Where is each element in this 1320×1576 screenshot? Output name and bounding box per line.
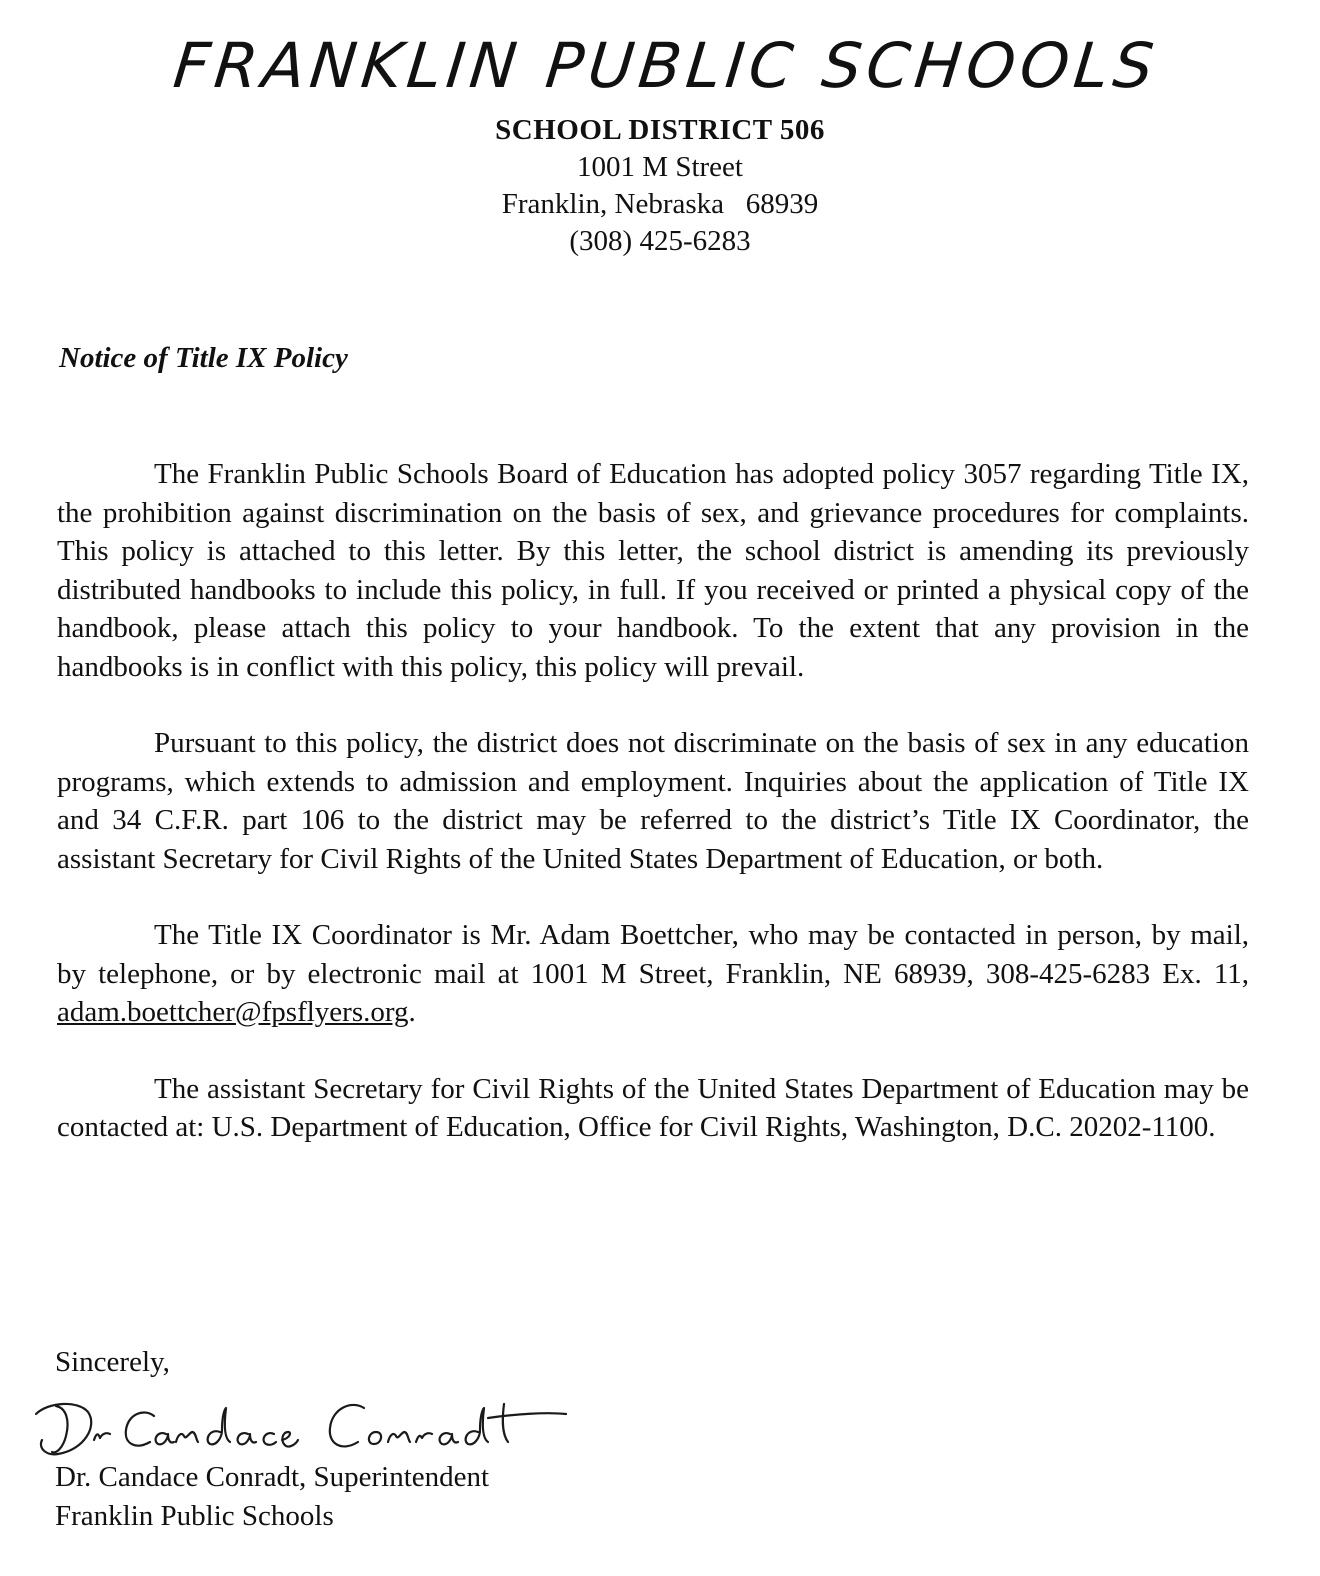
signer-name-title: Dr. Candace Conradt, Superintendent bbox=[55, 1461, 490, 1493]
district-number: SCHOOL DISTRICT 506 bbox=[495, 114, 825, 146]
signer-organization: Franklin Public Schools bbox=[55, 1499, 334, 1532]
paragraph-civil-rights-office: The assistant Secretary for Civil Rights of the United States Department of Education may be contacted at: U.S. Department of Education, Office for Civil Rights, Washington, D.C. 20202-1100. bbox=[57, 1072, 1249, 1143]
paragraph-coordinator bbox=[57, 916, 1249, 1032]
district-phone: (308) 425-6283 bbox=[569, 225, 751, 257]
letter-body bbox=[57, 455, 1249, 1185]
paragraph-policy-adoption: The Franklin Public Schools Board of Education has adopted policy 3057 regarding Title IX, the prohibition against discrimination on the basis of sex, and grievance procedures for complaints. This policy is attached to this letter. By this letter, the school district is amending its previously distributed handbooks to include this policy, in full. If you received or printed a physical copy of the handbook, please attach this policy to your handbook. To the extent that any provision in the handbooks is in conflict with this policy, this policy will prevail. bbox=[57, 458, 1249, 683]
coordinator-contact-text: The Title IX Coordinator is Mr. Adam Boettcher, who may be contacted in person, by mail, by telephone, or by electronic mail at 1001 M Street, Franklin, NE 68939, 308-425-6283 Ex. 11, bbox=[57, 919, 1249, 990]
letter-subject: Notice of Title IX Policy bbox=[59, 342, 348, 374]
closing-salutation: Sincerely, bbox=[55, 1346, 170, 1378]
letterhead bbox=[0, 28, 1320, 260]
district-name: FRANKLIN PUBLIC SCHOOLS bbox=[170, 29, 1162, 102]
district-address-block bbox=[0, 112, 1320, 260]
street-address: 1001 M Street bbox=[577, 151, 743, 183]
coordinator-email-link[interactable]: adam.boettcher@fpsflyers.org bbox=[57, 996, 409, 1028]
paragraph-nondiscrimination: Pursuant to this policy, the district does not discriminate on the basis of sex in any education programs, which extends to admission and employment. Inquiries about the application of Title IX and 34 C.F.R. part 106 to the district may be referred to the district’s Title IX Coordinator, the assistant Secretary for Civil Rights of the United States Department of Education, or both. bbox=[57, 727, 1249, 875]
signer-block bbox=[55, 1458, 489, 1535]
coordinator-sentence-end: . bbox=[408, 996, 416, 1028]
handwritten-signature bbox=[26, 1378, 586, 1470]
city-state-zip: Franklin, Nebraska 68939 bbox=[501, 188, 819, 220]
